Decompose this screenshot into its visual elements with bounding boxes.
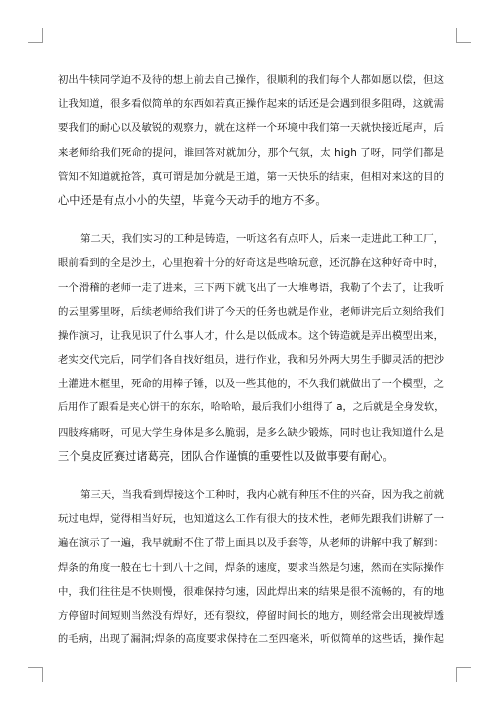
text-line: 的毛病，出现了漏洞;焊条的高度要求保持在二至四毫米，听似简单的这些话，操作起 xyxy=(58,634,444,646)
page-corner-mark-top-left xyxy=(28,28,43,43)
page-corner-mark-top-right xyxy=(456,28,471,43)
text-line: 三个臭皮匠赛过诸葛亮，团队合作谨慎的重要性以及做事要有耐心。 xyxy=(58,449,394,463)
document-body xyxy=(58,68,444,652)
page-corner-mark-bottom-left xyxy=(28,667,43,682)
text-line: 方停留时间短则当然没有焊好，还有裂纹，停留时间长的地方，则经常会出现被焊透 xyxy=(58,609,444,622)
text-line: 管知不知道就抢答，真可谓是加分就是王道，第一天快乐的结束，但相对来这的目的 xyxy=(58,170,444,183)
text-line: 老实交代完后，同学们各自找好组员，进行作业，我和另外两大男生手脚灵活的把沙 xyxy=(58,354,444,367)
text-line: 要我们的耐心以及敏锐的观察力，就在这样一个环境中我们第一天就快接近尾声，后 xyxy=(58,122,444,135)
text-line: 心中还是有点小小的失望，毕竟今天动手的地方不多。 xyxy=(58,193,327,207)
text-line: 一个滑稽的老师一走了进来，三下两下就飞出了一大堆粤语，我勒了个去了，让我听 xyxy=(58,281,444,294)
text-line: 第二天，我们实习的工种是铸造，一听这名有点吓人，后来一走进此工种工厂， xyxy=(80,233,444,246)
text-line: 后用作了跟看是夹心饼干的东东，哈哈哈，最后我们小组得了 a，之后就是全身发软， xyxy=(58,402,444,414)
text-line: 的云里雾里呀，后续老师给我们讲了今天的任务也就是作业，老师讲完后立刻给我们 xyxy=(58,305,444,318)
text-line: 土灌进木框里，死命的用棒子锤，以及一些其他的，不久我们就做出了一个模型，之 xyxy=(58,378,444,391)
text-line: 眼前看到的全是沙土，心里抱着十分的好奇这是些啥玩意，还沉静在这种好奇中时， xyxy=(58,257,444,270)
paragraph-3 xyxy=(58,483,444,652)
paragraph-2 xyxy=(58,227,444,469)
text-line: 中，我们往往是不快则慢，很难保持匀速，因此焊出来的结果是很不流畅的，有的地 xyxy=(58,585,444,598)
paragraph-spacer xyxy=(58,469,444,483)
text-line: 操作演习，让我见识了什么事人才，什么是以低成本。这个铸造就是弄出模型出来， xyxy=(58,329,444,342)
paragraph-1 xyxy=(58,68,444,213)
text-line: 第三天，当我看到焊接这个工种时，我内心就有种压不住的兴奋，因为我之前就 xyxy=(80,489,444,501)
text-line: 让我知道，很多看似简单的东西如若真正操作起来的话还是会遇到很多阻碍，这就需 xyxy=(58,98,444,111)
text-line: 初出牛犊同学迫不及待的想上前去自己操作，很顺利的我们每个人都如愿以偿，但这 xyxy=(58,74,444,86)
text-line: 玩过电焊，觉得相当好玩，也知道这么工作有很大的技术性，老师先跟我们讲解了一 xyxy=(58,513,444,526)
paragraph-spacer xyxy=(58,213,444,227)
page-corner-mark-bottom-right xyxy=(456,667,471,682)
text-line: 四肢疼痛呀，可见大学生身体是多么脆弱，是多么缺少锻炼，同时也让我知道什么是 xyxy=(58,426,444,439)
text-line: 遍在演示了一遍，我早就耐不住了带上面具以及手套等，从老师的讲解中我了解到： xyxy=(58,537,444,550)
text-line: 来老师给我们死命的提问，谁回答对就加分，那个气氛，太 high 了呀，同学们都是 xyxy=(58,146,444,159)
text-line: 焊条的角度一般在七十到八十之间，焊条的速度，要求当然是匀速，然而在实际操作 xyxy=(58,561,444,574)
